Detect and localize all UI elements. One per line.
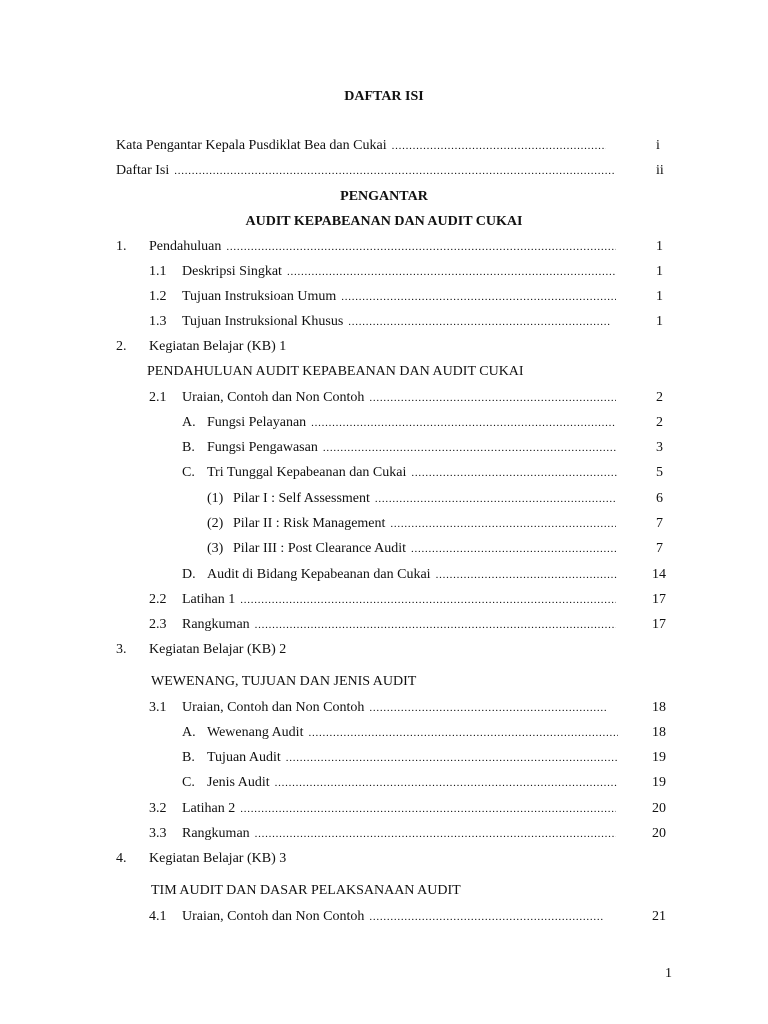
toc-number: 3.1 (149, 700, 167, 715)
dot-leader (255, 825, 616, 843)
dot-leader (436, 566, 618, 584)
toc-entry-page: 1 (656, 314, 663, 329)
toc-entry-label: Daftar Isi (116, 163, 170, 178)
toc-entry-label: Pendahuluan (149, 239, 222, 254)
toc-number: B. (182, 440, 195, 455)
toc-entry-label: Uraian, Contoh dan Non Contoh (182, 909, 365, 924)
toc-number: C. (182, 775, 195, 790)
dot-leader (390, 515, 616, 533)
toc-entry[interactable] (233, 540, 618, 558)
toc-entry-label: Latihan 2 (182, 801, 236, 816)
toc-number: 3.2 (149, 801, 167, 816)
toc-entry-page: 17 (652, 617, 666, 632)
page-number: 1 (665, 966, 672, 981)
toc-entry[interactable] (116, 137, 606, 155)
kb-heading: PENDAHULUAN AUDIT KEPABEANAN DAN AUDIT CUKAI (147, 364, 524, 379)
toc-entry[interactable] (182, 288, 616, 306)
dot-leader (323, 439, 616, 457)
toc-entry-label: Fungsi Pelayanan (207, 415, 307, 430)
toc-entry-page: 21 (652, 909, 666, 924)
dot-leader (240, 800, 616, 818)
toc-entry[interactable] (182, 800, 616, 818)
toc-number: 1. (116, 239, 127, 254)
toc-number: 4.1 (149, 909, 167, 924)
toc-number: 1.3 (149, 314, 167, 329)
toc-number: 2.2 (149, 592, 167, 607)
toc-entry-label: Jenis Audit (207, 775, 270, 790)
toc-entry-page: 19 (652, 750, 666, 765)
toc-entry-label: Tujuan Instruksioan Umum (182, 289, 337, 304)
toc-entry[interactable] (233, 490, 616, 508)
dot-leader (286, 749, 618, 767)
toc-entry-page: ii (656, 163, 664, 178)
toc-entry-page: 2 (656, 390, 663, 405)
toc-entry-label[interactable]: Kegiatan Belajar (KB) 3 (149, 851, 287, 866)
toc-entry[interactable] (207, 439, 616, 457)
dot-leader (369, 389, 616, 407)
toc-number: 3. (116, 642, 127, 657)
toc-entry[interactable] (149, 238, 616, 256)
dot-leader (369, 908, 604, 926)
toc-entry-label: Uraian, Contoh dan Non Contoh (182, 390, 365, 405)
toc-entry[interactable] (182, 263, 616, 281)
toc-entry-page: 3 (656, 440, 663, 455)
page-title: DAFTAR ISI (344, 89, 424, 104)
dot-leader (275, 774, 618, 792)
toc-entry[interactable] (182, 591, 616, 609)
toc-entry[interactable] (207, 464, 618, 482)
toc-entry-label: Pilar III : Post Clearance Audit (233, 541, 407, 556)
toc-entry-label: Pilar II : Risk Management (233, 516, 386, 531)
toc-number: D. (182, 567, 196, 582)
toc-number: (1) (207, 491, 224, 506)
toc-entry[interactable] (207, 566, 618, 584)
toc-entry[interactable] (182, 908, 604, 926)
toc-entry-label: Wewenang Audit (207, 725, 304, 740)
toc-number: C. (182, 465, 195, 480)
dot-leader (392, 137, 606, 155)
dot-leader (341, 288, 616, 306)
dot-leader (411, 540, 618, 558)
toc-entry[interactable] (207, 774, 618, 792)
toc-entry-page: 20 (652, 826, 666, 841)
dot-leader (348, 313, 610, 331)
toc-number: A. (182, 725, 196, 740)
toc-number: 1.2 (149, 289, 167, 304)
toc-number: (3) (207, 541, 224, 556)
toc-entry-page: 14 (652, 567, 666, 582)
toc-entry[interactable] (182, 313, 610, 331)
toc-entry-page: 18 (652, 725, 666, 740)
toc-entry-page: i (656, 138, 660, 153)
toc-entry-label: Latihan 1 (182, 592, 236, 607)
kb-heading: TIM AUDIT DAN DASAR PELAKSANAAN AUDIT (151, 883, 461, 898)
toc-entry[interactable] (207, 724, 618, 742)
toc-entry-label: Audit di Bidang Kepabeanan dan Cukai (207, 567, 431, 582)
toc-entry-label[interactable]: Kegiatan Belajar (KB) 1 (149, 339, 287, 354)
toc-entry[interactable] (182, 699, 608, 717)
toc-entry-label: Deskripsi Singkat (182, 264, 282, 279)
dot-leader (174, 162, 616, 180)
dot-leader (287, 263, 616, 281)
toc-number: 4. (116, 851, 127, 866)
toc-entry-page: 6 (656, 491, 663, 506)
dot-leader (369, 699, 608, 717)
toc-entry-page: 19 (652, 775, 666, 790)
toc-entry-page: 1 (656, 289, 663, 304)
dot-leader (240, 591, 616, 609)
toc-entry-page: 17 (652, 592, 666, 607)
toc-entry[interactable] (207, 414, 616, 432)
toc-entry-page: 1 (656, 239, 663, 254)
dot-leader (411, 464, 618, 482)
toc-number: 2. (116, 339, 127, 354)
toc-entry-label: Uraian, Contoh dan Non Contoh (182, 700, 365, 715)
toc-entry[interactable] (233, 515, 616, 533)
toc-number: 3.3 (149, 826, 167, 841)
dot-leader (226, 238, 616, 256)
toc-entry[interactable] (116, 162, 616, 180)
section-title: PENGANTAR (340, 189, 428, 204)
toc-number: A. (182, 415, 196, 430)
toc-number: B. (182, 750, 195, 765)
toc-entry-page: 2 (656, 415, 663, 430)
toc-entry-label: Tujuan Instruksional Khusus (182, 314, 344, 329)
toc-entry-label: Fungsi Pengawasan (207, 440, 318, 455)
toc-entry[interactable] (182, 825, 616, 843)
toc-entry[interactable] (182, 616, 616, 634)
toc-number: 2.3 (149, 617, 167, 632)
toc-entry-label: Tujuan Audit (207, 750, 281, 765)
toc-entry-label: Rangkuman (182, 826, 250, 841)
dot-leader (308, 724, 618, 742)
toc-entry[interactable] (207, 749, 618, 767)
toc-entry[interactable] (182, 389, 616, 407)
toc-entry-page: 7 (656, 516, 663, 531)
toc-entry-label: Rangkuman (182, 617, 250, 632)
toc-entry-label: Kata Pengantar Kepala Pusdiklat Bea dan Cukai (116, 138, 387, 153)
toc-entry-label[interactable]: Kegiatan Belajar (KB) 2 (149, 642, 287, 657)
toc-entry-label: Pilar I : Self Assessment (233, 491, 370, 506)
section-title: AUDIT KEPABEANAN DAN AUDIT CUKAI (245, 214, 523, 229)
toc-number: 1.1 (149, 264, 167, 279)
toc-entry-page: 18 (652, 700, 666, 715)
toc-entry-page: 5 (656, 465, 663, 480)
toc-entry-page: 7 (656, 541, 663, 556)
toc-entry-page: 1 (656, 264, 663, 279)
dot-leader (255, 616, 616, 634)
toc-number: 2.1 (149, 390, 167, 405)
dot-leader (311, 414, 616, 432)
kb-heading: WEWENANG, TUJUAN DAN JENIS AUDIT (151, 674, 417, 689)
toc-entry-label: Tri Tunggal Kepabeanan dan Cukai (207, 465, 407, 480)
toc-entry-page: 20 (652, 801, 666, 816)
dot-leader (375, 490, 616, 508)
toc-number: (2) (207, 516, 224, 531)
